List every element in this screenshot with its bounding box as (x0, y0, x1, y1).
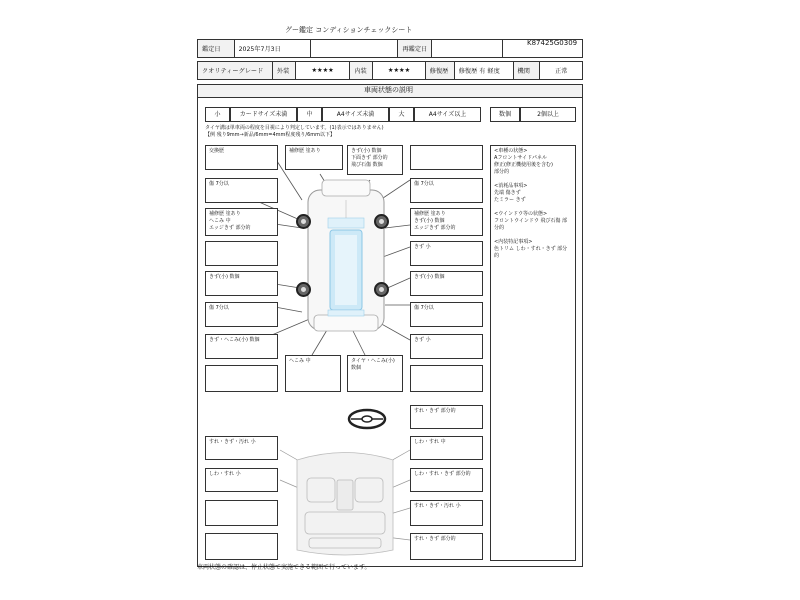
exterior-stars: ★★★★ (295, 62, 349, 80)
interior-note: すれ・きず 部分的 (410, 405, 483, 429)
exterior-note: 補修歴 塗あり (285, 145, 343, 170)
exterior-note (205, 241, 278, 266)
legend-small: 小 (205, 107, 230, 122)
car-top-view (308, 180, 384, 331)
seat-layout (297, 453, 393, 556)
repair-history-label: 修復歴 (425, 62, 454, 80)
exterior-note: 傷 7分以 (410, 302, 483, 327)
blank-cell (502, 40, 582, 58)
wheel-icon (296, 214, 311, 229)
exterior-note: 交換歴 (205, 145, 278, 170)
legend-large-desc: A4サイズ以上 (414, 107, 481, 122)
grade-table (197, 61, 583, 80)
sheet-code: K87425G0309 (527, 39, 578, 47)
tire-note-2: 【例 残り9mm→新品/6mm=4mm程度残り/6mm以下】 (205, 132, 336, 138)
reappraisal-date-label: 再鑑定日 (398, 40, 432, 58)
wheel-icon (374, 214, 389, 229)
exterior-note (410, 145, 483, 170)
wheel-icon (296, 282, 311, 297)
steering-wheel-icon (347, 408, 387, 430)
condition-title: 車両状態の説明 (364, 86, 413, 94)
interior-note: すれ・きず 部分的 (410, 533, 483, 560)
legend-medium: 中 (297, 107, 322, 122)
exterior-note (410, 365, 483, 392)
exterior-note: きず(小) 数個 (205, 271, 278, 296)
interior-diagram (275, 440, 415, 562)
appraisal-date-label: 鑑定日 (198, 40, 235, 58)
reappraisal-date-value (432, 40, 503, 58)
interior-note: しわ・すれ・きず 部分的 (410, 468, 483, 492)
exterior-note: 傷 7分以 (205, 178, 278, 203)
exterior-note: タイヤ・へこみ(小) 数個 (347, 355, 403, 392)
mechanism-label: 機関 (513, 62, 540, 80)
date-table (197, 39, 583, 58)
quality-grade-label: クオリティーグレード (198, 62, 273, 80)
exterior-note: きず 小 (410, 334, 483, 359)
legend-medium-desc: A4サイズ未満 (322, 107, 389, 122)
footer-note: 車両状態の確認は、停止状態で実施できる範囲で行っています。 (197, 564, 371, 571)
interior-note (205, 533, 278, 560)
legend-small-desc: カードサイズ未満 (230, 107, 297, 122)
interior-note: しわ・すれ 小 (205, 468, 278, 492)
interior-note (205, 500, 278, 526)
interior-note: すれ・きず・汚れ 小 (205, 436, 278, 460)
exterior-note: きず(小) 数個 (410, 271, 483, 296)
blank-cell (310, 40, 398, 58)
exterior-note: 補修歴 塗あり きず(小) 数個 エッジきず 部分的 (410, 208, 483, 236)
repair-history-value: 修復歴 有 軽度 (454, 62, 513, 80)
exterior-note: 補修歴 塗あり へこみ 中 エッジきず 部分的 (205, 208, 278, 236)
sheet-title: グー鑑定 コンディションチェックシート (285, 26, 413, 34)
exterior-label: 外装 (272, 62, 295, 80)
legend-count-desc: 2個以上 (520, 107, 576, 122)
exterior-note (205, 365, 278, 392)
interior-note: しわ・すれ 中 (410, 436, 483, 460)
appraisal-date-value: 2025年7月3日 (234, 40, 310, 58)
exterior-note: きず・へこみ(小) 数個 (205, 334, 278, 359)
exterior-note: へこみ 中 (285, 355, 341, 392)
exterior-note: きず(小) 数個 下面きず 部分的 飛び石傷 数個 (347, 145, 403, 175)
interior-label: 内装 (350, 62, 373, 80)
tire-note-1: タイヤ溝は単車両の程度を目視により判定しています。(1)表示ではありません) (205, 125, 384, 131)
remarks-box: <車種の状態> Aフロントサイドパネル 修正(修正機使用後を含む) 部分的 <消耗品事項> 先端 傷きず たミラー きず <ウインドウ等の状態> フロントウインドウ 飛び石傷 部分的 <内装特記事項> 色トリム しわ・すれ・きず 部分的 (490, 145, 576, 561)
interior-note: すれ・きず・汚れ 小 (410, 500, 483, 526)
wheel-icon (374, 282, 389, 297)
mechanism-value: 正常 (540, 62, 583, 80)
exterior-note: きず 小 (410, 241, 483, 266)
legend-large: 大 (389, 107, 414, 122)
interior-stars: ★★★★ (373, 62, 426, 80)
legend-count: 数個 (490, 107, 520, 122)
exterior-note: 傷 7分以 (410, 178, 483, 203)
exterior-note: 傷 7分以 (205, 302, 278, 327)
